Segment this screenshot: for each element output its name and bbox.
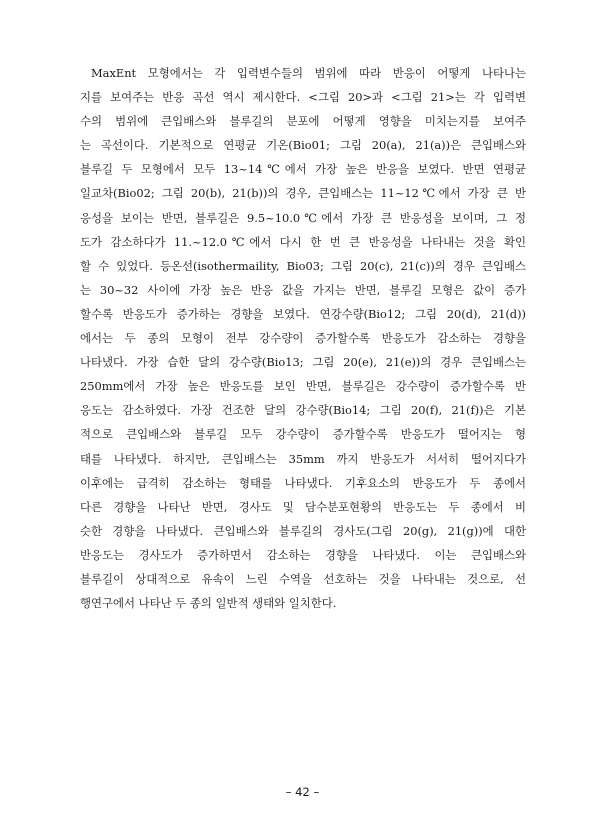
page-number: – 42 – — [285, 785, 320, 799]
paragraph-line: 응성을 보이는 반면, 블루길은 9.5~10.0℃에서 가장 큰 반응성을 보이며, 그 정 — [80, 210, 526, 225]
paragraph-line: 수의 범위에 큰입배스와 블루길의 분포에 어떻게 영향을 미치는지를 보여주 — [80, 114, 526, 129]
paragraph-line: MaxEnt 모형에서는 각 입력변수들의 범위에 따라 반응이 어떻게 나타나는 — [91, 66, 526, 80]
paragraph-line: 에서는 두 종의 모형이 전부 강수량이 증가할수록 반응도가 감소하는 경향을 — [80, 331, 526, 346]
paragraph-line: 나타냈다. 가장 습한 달의 강수량(Bio13; 그림 20(e), 21(e))의 경우 큰입배스는 — [80, 355, 526, 370]
paragraph-line: 다른 경향을 나타난 반면, 경사도 및 담수분포현황의 반응도는 두 종에서 비 — [80, 499, 526, 514]
paragraph-line: 반응도는 경사도가 증가하면서 감소하는 경향을 나타냈다. 이는 큰입배스와 — [80, 547, 526, 562]
paragraph-line: 지를 보여주는 반응 곡선 역시 제시한다. <그림 20>과 <그림 21>는 각 입력변 — [80, 90, 526, 105]
paragraph-line: 할 수 있었다. 등온선(isothermaility, Bio03; 그림 20(c), 21(c))의 경우 큰입배스 — [80, 258, 526, 273]
paragraph-line: 는 곡선이다. 기본적으로 연평균 기온(Bio01; 그림 20(a), 21(a))은 큰입배스와 — [80, 138, 526, 153]
paragraph-line: 는 30~32 사이에 가장 높은 반응 값을 가지는 반면, 블루길 모형은 값이 증가 — [80, 282, 526, 297]
paragraph-line: 일교차(Bio02; 그림 20(b), 21(b))의 경우, 큰입배스는 11~12℃에서 가장 큰 반 — [80, 186, 526, 201]
paragraph-line: 이후에는 급격히 감소하는 형태를 나타냈다. 기후요소의 반응도가 두 종에서 — [80, 475, 526, 490]
paragraph-line: 태를 나타냈다. 하지만, 큰입배스는 35mm 까지 반응도가 서서히 떨어지다가 — [80, 451, 526, 466]
paragraph-line: 도가 감소하다가 11.~12.0℃에서 다시 한 번 큰 반응성을 나타내는 것을 확인 — [80, 234, 526, 249]
body-paragraph — [80, 61, 526, 615]
paragraph-line: 적으로 큰입배스와 블루길 모두 강수량이 증가할수록 반응도가 떨어지는 형 — [80, 427, 526, 442]
paragraph-line: 250mm에서 가장 높은 반응도를 보인 반면, 블루길은 강수량이 증가할수록 반 — [80, 379, 526, 394]
paragraph-line: 슷한 경향을 나타냈다. 큰입배스와 블루길의 경사도(그림 20(g), 21(g))에 대한 — [80, 523, 526, 538]
paragraph-line: 블루길이 상대적으로 유속이 느린 수역을 선호하는 것을 나타내는 것으로, 선 — [80, 571, 526, 586]
paragraph-line: 행연구에서 나타난 두 종의 일반적 생태와 일치한다. — [80, 596, 337, 611]
paragraph-line: 응도는 감소하였다. 가장 건조한 달의 강수량(Bio14; 그림 20(f), 21(f))은 기본 — [80, 403, 526, 418]
paragraph-line: 할수록 반응도가 증가하는 경향을 보였다. 연강수량(Bio12; 그림 20(d), 21(d)) — [80, 306, 526, 321]
paragraph-line: 블루길 두 모형에서 모두 13~14℃에서 가장 높은 반응을 보였다. 반면 연평균 — [80, 162, 526, 177]
